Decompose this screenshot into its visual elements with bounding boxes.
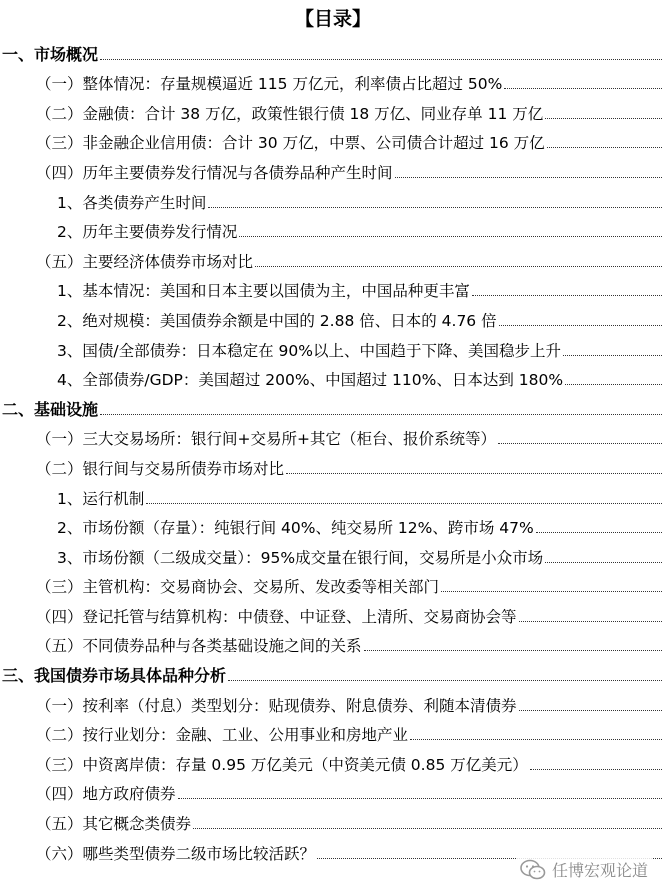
toc-entry-text: 2、市场份额（存量）：纯银行间 40%、纯交易所 12%、跨市场 47% bbox=[57, 519, 534, 538]
wechat-icon bbox=[520, 859, 546, 881]
toc-subsection[interactable] bbox=[0, 275, 666, 305]
toc-entry-text: 3、市场份额（二级成交量）：95%成交量在银行间，交易所是小众市场 bbox=[57, 548, 544, 567]
toc-section[interactable] bbox=[0, 423, 666, 453]
toc-entry-text: （五）主要经济体债券市场对比 bbox=[36, 252, 254, 271]
toc-entry-text: （三）中资离岸债：存量 0.95 万亿美元（中资美元债 0.85 万亿美元） bbox=[36, 755, 528, 774]
toc-entry-text: 1、各类债券产生时间 bbox=[57, 193, 207, 212]
toc-chapter[interactable] bbox=[0, 659, 666, 689]
dot-leader bbox=[519, 621, 662, 622]
toc-entry-text: 2、绝对规模：美国债券余额是中国的 2.88 倍、日本的 4.76 倍 bbox=[57, 311, 497, 330]
dot-leader bbox=[545, 562, 662, 563]
toc-section[interactable] bbox=[0, 807, 666, 837]
table-of-contents bbox=[0, 38, 666, 867]
toc-subsection[interactable] bbox=[0, 216, 666, 246]
toc-entry-text: （二）按行业划分：金融、工业、公用事业和房地产业 bbox=[36, 726, 409, 745]
dot-leader bbox=[100, 59, 662, 60]
toc-section[interactable] bbox=[0, 245, 666, 275]
toc-entry-text: 2、历年主要债券发行情况 bbox=[57, 223, 238, 242]
toc-section[interactable] bbox=[0, 571, 666, 601]
toc-subsection[interactable] bbox=[0, 541, 666, 571]
toc-chapter[interactable] bbox=[0, 38, 666, 68]
toc-entry-text: 1、运行机制 bbox=[57, 489, 145, 508]
dot-leader bbox=[395, 177, 662, 178]
dot-leader bbox=[441, 591, 662, 592]
toc-entry-text: （六）哪些类型债券二级市场比较活跃？ bbox=[36, 844, 316, 863]
toc-entry-text: （五）其它概念类债券 bbox=[36, 815, 192, 834]
dot-leader bbox=[563, 355, 662, 356]
dot-leader bbox=[498, 443, 662, 444]
toc-entry-text: （四）历年主要债券发行情况与各债券品种产生时间 bbox=[36, 163, 393, 182]
dot-leader bbox=[504, 88, 662, 89]
toc-entry-text: 1、基本情况：美国和日本主要以国债为主，中国品种更丰富 bbox=[57, 282, 470, 301]
toc-entry-text: （三）非金融企业信用债：合计 30 万亿，中票、公司债合计超过 16 万亿 bbox=[36, 134, 545, 153]
dot-leader bbox=[472, 295, 662, 296]
dot-leader bbox=[519, 710, 662, 711]
toc-section[interactable] bbox=[0, 68, 666, 98]
toc-section[interactable] bbox=[0, 630, 666, 660]
dot-leader bbox=[499, 325, 662, 326]
dot-leader bbox=[536, 532, 662, 533]
dot-leader bbox=[410, 739, 662, 740]
dot-leader bbox=[364, 650, 662, 651]
dot-leader bbox=[547, 147, 662, 148]
dot-leader bbox=[530, 769, 662, 770]
watermark bbox=[516, 856, 652, 883]
toc-section[interactable] bbox=[0, 452, 666, 482]
toc-subsection[interactable] bbox=[0, 482, 666, 512]
dot-leader bbox=[193, 828, 662, 829]
toc-entry-text: 三、我国债券市场具体品种分析 bbox=[2, 667, 227, 686]
toc-entry-text: 3、国债/全部债券：日本稳定在 90%以上、中国趋于下降、美国稳步上升 bbox=[57, 341, 561, 360]
toc-subsection[interactable] bbox=[0, 512, 666, 542]
toc-section[interactable] bbox=[0, 748, 666, 778]
dot-leader bbox=[255, 266, 662, 267]
toc-subsection[interactable] bbox=[0, 364, 666, 394]
toc-subsection[interactable] bbox=[0, 334, 666, 364]
watermark-text: 任博宏观论道 bbox=[551, 861, 648, 880]
toc-section[interactable] bbox=[0, 719, 666, 749]
toc-entry-text: （一）整体情况：存量规模逼近 115 万亿元，利率债占比超过 50% bbox=[36, 75, 503, 94]
dot-leader bbox=[208, 207, 662, 208]
dot-leader bbox=[545, 118, 662, 119]
dot-leader bbox=[146, 503, 662, 504]
toc-section[interactable] bbox=[0, 127, 666, 157]
toc-subsection[interactable] bbox=[0, 186, 666, 216]
toc-subsection[interactable] bbox=[0, 304, 666, 334]
toc-entry-text: 二、基础设施 bbox=[2, 400, 99, 419]
toc-section[interactable] bbox=[0, 689, 666, 719]
toc-entry-text: 4、全部债券/GDP：美国超过 200%、中国超过 110%、日本达到 180% bbox=[57, 371, 564, 390]
toc-entry-text: （一）按利率（付息）类型划分：贴现债券、附息债券、利随本清债券 bbox=[36, 696, 517, 715]
dot-leader bbox=[100, 414, 662, 415]
dot-leader bbox=[286, 473, 662, 474]
dot-leader bbox=[565, 384, 662, 385]
toc-entry-text: （三）主管机构：交易商协会、交易所、发改委等相关部门 bbox=[36, 578, 440, 597]
toc-entry-text: （五）不同债券品种与各类基础设施之间的关系 bbox=[36, 637, 362, 656]
toc-section[interactable] bbox=[0, 156, 666, 186]
dot-leader bbox=[239, 236, 662, 237]
toc-section[interactable] bbox=[0, 778, 666, 808]
toc-title: 【目录】 bbox=[294, 8, 371, 30]
toc-chapter[interactable] bbox=[0, 393, 666, 423]
dot-leader bbox=[228, 680, 662, 681]
toc-section[interactable] bbox=[0, 600, 666, 630]
dot-leader bbox=[178, 798, 662, 799]
toc-entry-text: （二）银行间与交易所债券市场对比 bbox=[36, 459, 285, 478]
toc-section[interactable] bbox=[0, 97, 666, 127]
toc-entry-text: （四）登记托管与结算机构：中债登、中证登、上清所、交易商协会等 bbox=[36, 607, 517, 626]
toc-entry-text: （一）三大交易场所：银行间+交易所+其它（柜台、报价系统等） bbox=[36, 430, 496, 449]
toc-entry-text: （四）地方政府债券 bbox=[36, 785, 176, 804]
toc-entry-text: （二）金融债：合计 38 万亿，政策性银行债 18 万亿、同业存单 11 万亿 bbox=[36, 104, 544, 123]
toc-entry-text: 一、市场概况 bbox=[2, 45, 99, 64]
